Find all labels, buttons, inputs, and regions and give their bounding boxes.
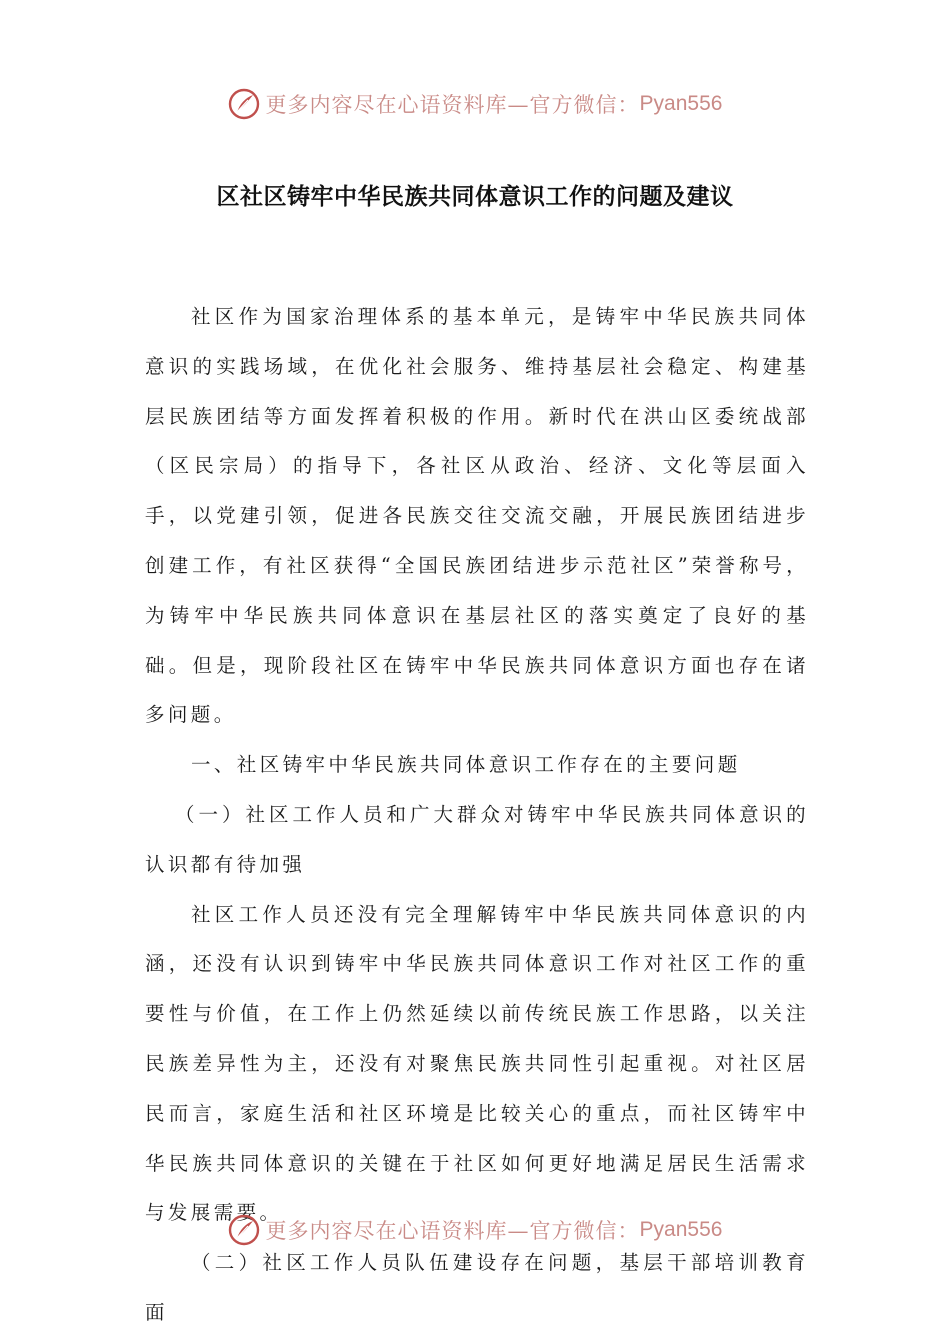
feather-pen-icon: [228, 88, 260, 120]
subsection-heading-1: （一）社区工作人员和广大群众对铸牢中华民族共同体意识的认识都有待加强: [145, 802, 809, 876]
banner-text: 更多内容尽在心语资料库—官方微信：: [265, 1219, 640, 1243]
banner-text: 更多内容尽在心语资料库—官方微信：: [265, 93, 640, 117]
footer-banner: [0, 1210, 950, 1250]
paragraph-intro: 社区作为国家治理体系的基本单元，是铸牢中华民族共同体意识的实践场域，在优化社会服务、维持基层社会稳定、构建基层民族团结等方面发挥着积极的作用。新时代在洪山区委统战部（区民宗局）的指导下，各社区从政治、经济、文化等层面入手，以党建引领，促进各民族交往交流交融，开展民族团结进步创建工作，有社区获得“全国民族团结进步示范社区”荣誉称号，为铸牢中华民族共同体意识在基层社区的落实奠定了良好的基础。但是，现阶段社区在铸牢中华民族共同体意识方面也存在诸多问题。: [145, 305, 809, 727]
paragraph-body-1: 社区工作人员还没有完全理解铸牢中华民族共同体意识的内涵，还没有认识到铸牢中华民族共同体意识工作对社区工作的重要性与价值，在工作上仍然延续以前传统民族工作思路，以关注民族差异性为主，还没有对聚焦民族共同性引起重视。对社区居民而言，家庭生活和社区环境是比较关心的重点，而社区铸牢中华民族共同体意识的关键在于社区如何更好地满足居民生活需求与发展需要。: [145, 902, 809, 1225]
feather-pen-icon: [228, 1214, 260, 1246]
header-banner: [0, 84, 950, 124]
wechat-id: Pyan556: [639, 1218, 723, 1241]
wechat-id: Pyan556: [639, 92, 723, 115]
document-body: [145, 292, 809, 1338]
subsection-heading-2: （二）社区工作人员队伍建设存在问题，基层干部培训教育面: [145, 1251, 809, 1324]
section-heading-1: 一、社区铸牢中华民族共同体意识工作存在的主要问题: [191, 753, 741, 777]
document-title: 区社区铸牢中华民族共同体意识工作的问题及建议: [216, 183, 734, 210]
